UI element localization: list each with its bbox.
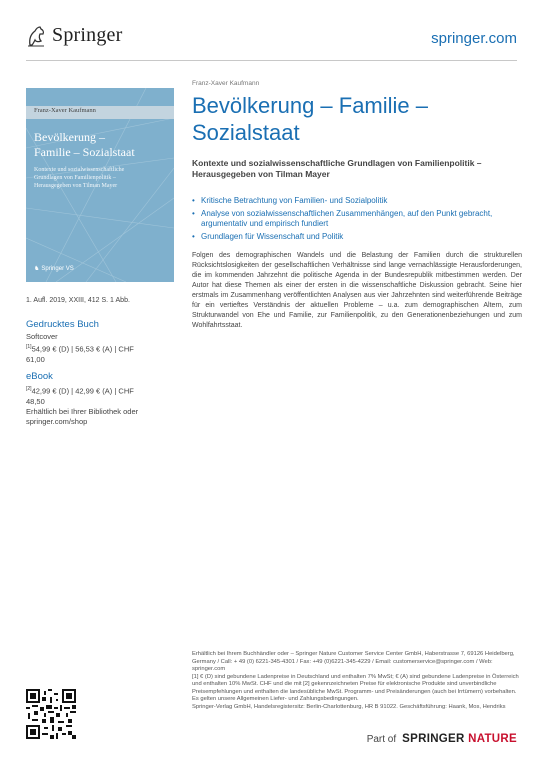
footnote-ref: [2] (26, 386, 32, 392)
part-of-label: Part of (366, 734, 397, 745)
feature-item: • Grundlagen für Wissenschaft und Politik (192, 232, 517, 243)
ebook-label[interactable]: eBook (26, 371, 53, 382)
print-book-details (26, 332, 176, 365)
logo-text: Springer (52, 24, 123, 46)
footnote-ref: [1] (26, 344, 32, 350)
cover-subtitle-line: Grundlagen von Familienpolitik – (34, 175, 116, 181)
feature-list (192, 196, 517, 244)
feature-item: • Analyse von sozialwissenschaftlichen Zusammenhängen, auf den Punkt gebracht, argumentativ und empirisch fundiert (192, 209, 517, 230)
print-book-label[interactable]: Gedrucktes Buch (26, 319, 99, 330)
book-cover (26, 88, 174, 282)
horse-logo-icon (26, 25, 46, 47)
footer-pricing-note: [1] € (D) sind gebundene Ladenpreise in Deutschland und enthalten 7% MwSt; € (A) sind gebundene Ladenpreise in Österreich und enthalten 10% MwSt. CHF und die mit [2] gekennzeichneten Preise für elektronische Produkte sind unverbindliche Preisempfehlungen und enthalten die landesübliche MwSt. Programm- und Preisänderungen (auch bei Irrtümern) vorbehalten. Es gelten unsere Allgemeinen Liefer- und Zahlungsbedingungen. (192, 673, 519, 702)
nature-wordmark: NATURE (468, 733, 517, 745)
cover-author: Franz-Xaver Kaufmann (34, 107, 96, 114)
springer-logo[interactable] (26, 24, 122, 47)
footer-contact: Erhältlich bei Ihrem Buchhändler oder – Springer Nature Customer Service Center GmbH, Haberstrasse 7, 69126 Heidelberg, Germany / Call: + 49 (0) 6221-345-4301 / Fax: +49 (0)6221-345-4229 / Email: customerservice@springer.com / Web: springer.com (192, 651, 515, 672)
cover-title (34, 130, 168, 160)
book-title-line: Bevölkerung – Familie – (192, 93, 429, 118)
ebook-details (26, 384, 176, 427)
part-of-springer-nature (367, 733, 517, 745)
print-price (26, 342, 176, 355)
availability-text: Erhältlich bei Ihrer Bibliothek oder (26, 406, 139, 416)
cover-title-line: Bevölkerung – (34, 130, 105, 144)
cover-subtitle-line: Kontexte und sozialwissenschaftliche (34, 167, 125, 173)
print-price-cont: 61,00 (26, 354, 45, 364)
springer-nature-logo[interactable] (402, 733, 517, 745)
edition-info: 1. Aufl. 2019, XXIII, 412 S. 1 Abb. (26, 297, 130, 304)
site-link[interactable]: springer.com (431, 30, 517, 47)
ebook-price-cont: 48,50 (26, 396, 45, 406)
ebook-price-text: 42,99 € (D) | 42,99 € (A) | CHF (31, 386, 134, 396)
print-format: Softcover (26, 332, 58, 341)
horse-icon: ♞ (34, 266, 40, 272)
cover-title-line: Familie – Sozialstaat (34, 145, 135, 159)
feature-item: • Kritische Betrachtung von Familien- und Sozialpolitik (192, 196, 517, 207)
book-author: Franz-Xaver Kaufmann (192, 80, 260, 87)
book-title-line: Sozialstaat (192, 120, 300, 145)
footer-legal (192, 651, 522, 711)
shop-link[interactable]: springer.com/shop (26, 416, 88, 426)
print-price-text: 54,99 € (D) | 56,53 € (A) | CHF (31, 344, 134, 354)
ebook-price (26, 384, 176, 397)
springer-wordmark: SPRINGER (402, 733, 465, 745)
book-description: Folgen des demographischen Wandels und die Belastung der Familien durch die strukturellen Rücksichtslosigkeiten der gesellschaftlichen Verhältnisse sind lange vernachlässigte Herausforderungen, die im kommenden Jahrzehnt die politische Agenda in der Bundesrepublik mitbestimmen werden. Der Autor hat diese Themen als einer der ersten in die wissenschaftliche Diskussion gebracht. Seine hier erstmals im Zusammenhang veröffentlichten Analysen aus vier Jahrzehnten sind weiterführende Beiträge für ein vertieftes Verständnis der aktuellen Probleme – u.a. zum demographischen Altern, zum Strukturwandel von Ehe und Familie, zur Familienpolitik, zu den Generationenbeziehungen und zum Wohlfahrtsstaat. (192, 252, 522, 329)
cover-subtitle-line: Herausgegeben von Tilman Mayer (34, 183, 118, 189)
cover-publisher (34, 265, 74, 272)
book-subtitle: Kontexte und sozialwissenschaftliche Grundlagen von Familienpolitik – Herausgegeben von Tilman Mayer (192, 158, 482, 179)
header-divider (26, 60, 517, 61)
cover-subtitle (34, 166, 168, 190)
book-title (192, 92, 522, 146)
qr-code-icon[interactable] (26, 689, 76, 739)
footer-company: Springer-Verlag GmbH, Handelsregistersitz: Berlin-Charlottenburg, HR B 91022. Geschäftsführung: Haank, Mos, Hendriks (192, 703, 506, 710)
cover-publisher-label: Springer VS (41, 265, 74, 272)
